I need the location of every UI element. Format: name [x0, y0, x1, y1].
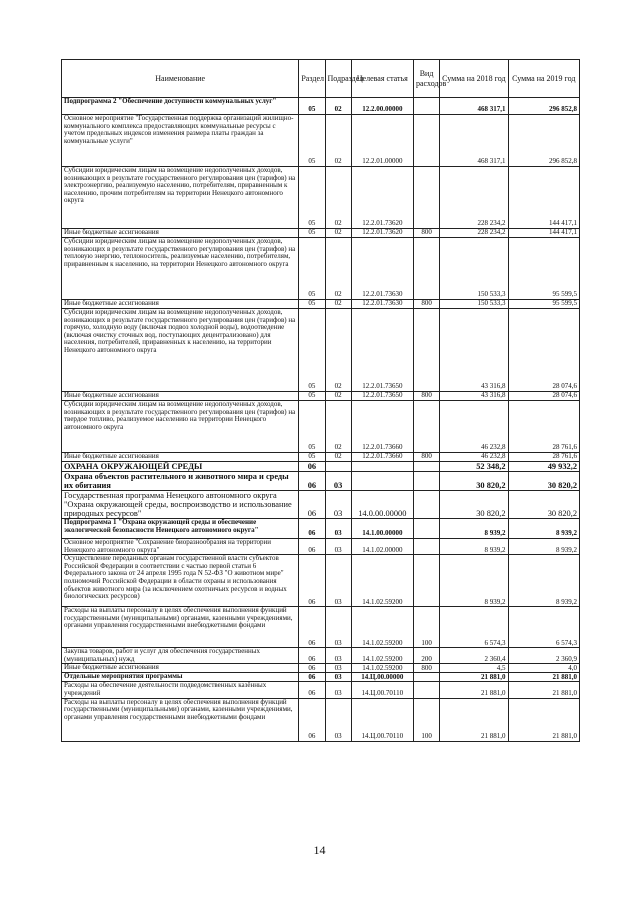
table-row	[62, 462, 580, 472]
row-sum-2019: 21 881,0	[508, 698, 579, 741]
row-sum-2018: 21 881,0	[440, 698, 508, 741]
table-row	[62, 607, 580, 648]
row-target-article	[351, 462, 413, 472]
row-podrazdel: 03	[325, 648, 351, 664]
row-podrazdel: 02	[325, 229, 351, 238]
row-expense-type	[414, 491, 440, 519]
row-razdel: 06	[299, 664, 325, 673]
row-name: Иные бюджетные ассигнования	[62, 453, 299, 462]
row-name: Расходы на выплаты персоналу в целях обеспечения выполнения функций государственными (муниципальными) органами, казенными учреждениями, органами управления государственными внебюджетными фондами	[62, 698, 299, 741]
table-row	[62, 238, 580, 300]
row-expense-type	[414, 555, 440, 607]
row-sum-2019: 30 820,2	[508, 472, 579, 491]
header-podrazdel: Подраздел	[325, 60, 351, 98]
row-expense-type	[414, 401, 440, 453]
row-razdel: 05	[299, 392, 325, 401]
row-target-article	[351, 472, 413, 491]
row-expense-type	[414, 167, 440, 229]
header-sum-2019: Сумма на 2019 год	[508, 60, 579, 98]
budget-table	[61, 59, 580, 742]
header-sum-2018: Сумма на 2018 год	[440, 60, 508, 98]
row-expense-type	[414, 462, 440, 472]
row-sum-2019: 296 852,8	[508, 98, 579, 115]
row-sum-2019: 8 939,2	[508, 519, 579, 539]
row-name: Расходы на выплаты персоналу в целях обеспечения выполнения функций государственными (муниципальными) органами, казенными учреждениями, органами управления государственными внебюджетными фондами	[62, 607, 299, 648]
row-razdel: 05	[299, 309, 325, 392]
row-podrazdel: 03	[325, 607, 351, 648]
table-row	[62, 472, 580, 491]
row-razdel: 05	[299, 167, 325, 229]
row-sum-2018: 52 348,2	[440, 462, 508, 472]
row-target-article: 14.1.02.59200	[351, 648, 413, 664]
row-expense-type	[414, 309, 440, 392]
row-sum-2018: 228 234,2	[440, 167, 508, 229]
row-razdel: 06	[299, 555, 325, 607]
row-target-article: 14.1.02.00000	[351, 539, 413, 555]
row-sum-2019: 4,0	[508, 664, 579, 673]
row-target-article: 12.2.01.73620	[351, 229, 413, 238]
row-podrazdel: 03	[325, 673, 351, 682]
row-razdel: 05	[299, 98, 325, 115]
row-target-article: 12.2.01.73620	[351, 167, 413, 229]
row-sum-2018: 21 881,0	[440, 682, 508, 698]
row-sum-2018: 43 316,8	[440, 309, 508, 392]
row-sum-2019: 28 761,6	[508, 453, 579, 462]
row-sum-2018: 8 939,2	[440, 519, 508, 539]
row-expense-type: 200	[414, 648, 440, 664]
row-sum-2019: 95 599,5	[508, 300, 579, 309]
row-sum-2018: 30 820,2	[440, 472, 508, 491]
row-podrazdel: 02	[325, 98, 351, 115]
row-target-article: 12.2.01.00000	[351, 115, 413, 167]
row-name: Осуществление переданных органам государственной власти субъектов Российской Федерации в соответствии с частью первой статьи 6 Федерального закона от 24 апреля 1995 года N 52-ФЗ "О животном мире" полномочий Российской Федерации в области охраны и использования объектов животного мира (за исключением охотничьих ресурсов и водных биологических ресурсов)	[62, 555, 299, 607]
row-razdel: 06	[299, 607, 325, 648]
row-podrazdel: 02	[325, 167, 351, 229]
row-razdel: 05	[299, 401, 325, 453]
row-razdel: 06	[299, 539, 325, 555]
row-podrazdel: 03	[325, 539, 351, 555]
row-podrazdel: 03	[325, 472, 351, 491]
row-sum-2019: 49 932,2	[508, 462, 579, 472]
row-name: Подпрограмма 1 "Охрана окружающей среды и обеспечение экологической безопасности Ненецкого автономного округа"	[62, 519, 299, 539]
row-podrazdel: 02	[325, 392, 351, 401]
table-row	[62, 115, 580, 167]
row-podrazdel: 02	[325, 115, 351, 167]
row-podrazdel: 03	[325, 698, 351, 741]
row-podrazdel: 03	[325, 519, 351, 539]
row-sum-2018: 2 360,4	[440, 648, 508, 664]
row-target-article: 12.2.01.73650	[351, 309, 413, 392]
table-row	[62, 401, 580, 453]
row-sum-2019: 28 074,6	[508, 392, 579, 401]
table-row	[62, 648, 580, 664]
row-podrazdel: 03	[325, 664, 351, 673]
row-razdel: 06	[299, 673, 325, 682]
row-sum-2019: 8 939,2	[508, 555, 579, 607]
row-razdel: 05	[299, 229, 325, 238]
row-name: Охрана объектов растительного и животного мира и среды их обитания	[62, 472, 299, 491]
row-sum-2018: 21 881,0	[440, 673, 508, 682]
row-podrazdel	[325, 462, 351, 472]
row-sum-2018: 30 820,2	[440, 491, 508, 519]
row-sum-2018: 150 533,3	[440, 300, 508, 309]
row-podrazdel: 02	[325, 238, 351, 300]
row-razdel: 06	[299, 648, 325, 664]
row-podrazdel: 03	[325, 682, 351, 698]
row-sum-2019: 296 852,8	[508, 115, 579, 167]
row-razdel: 06	[299, 462, 325, 472]
table-row	[62, 98, 580, 115]
row-sum-2019: 8 939,2	[508, 539, 579, 555]
row-name: Основное мероприятие "Государственная поддержка организаций жилищно-коммунального комплекса предоставляющих коммунальные ресурсы с учетом предельных индексов изменения размера платы граждан за коммунальные услуги"	[62, 115, 299, 167]
row-razdel: 06	[299, 472, 325, 491]
row-target-article: 14.1.02.59200	[351, 607, 413, 648]
row-sum-2018: 6 574,3	[440, 607, 508, 648]
table-row	[62, 698, 580, 741]
header-razdel: Раздел	[299, 60, 325, 98]
row-expense-type	[414, 115, 440, 167]
row-target-article: 14.0.00.00000	[351, 491, 413, 519]
row-name: Иные бюджетные ассигнования	[62, 392, 299, 401]
row-sum-2018: 46 232,8	[440, 453, 508, 462]
row-expense-type: 800	[414, 229, 440, 238]
row-target-article: 14.1.02.59200	[351, 664, 413, 673]
table-row	[62, 491, 580, 519]
table-row	[62, 555, 580, 607]
row-sum-2019: 95 599,5	[508, 238, 579, 300]
table-row	[62, 453, 580, 462]
row-sum-2018: 43 316,8	[440, 392, 508, 401]
row-name: Иные бюджетные ассигнования	[62, 229, 299, 238]
row-name: Субсидии юридическим лицам на возмещение недополученных доходов, возникающих в результате государственного регулирования цен (тарифов) на тепловую энергию, теплоноситель, реализуемые населению, потребителям, приравненным к населению, на территории Ненецкого автономного округа	[62, 238, 299, 300]
row-razdel: 05	[299, 238, 325, 300]
row-sum-2019: 144 417,1	[508, 167, 579, 229]
row-expense-type	[414, 682, 440, 698]
row-target-article: 14.Ц.00.70110	[351, 698, 413, 741]
table-header-row	[62, 60, 580, 98]
row-expense-type	[414, 519, 440, 539]
row-podrazdel: 02	[325, 309, 351, 392]
row-target-article: 12.2.01.73660	[351, 401, 413, 453]
row-name: Основное мероприятие "Сохранение биоразнообразия на территории Ненецкого автономного округа"	[62, 539, 299, 555]
row-sum-2018: 4,5	[440, 664, 508, 673]
row-expense-type	[414, 539, 440, 555]
row-expense-type: 100	[414, 607, 440, 648]
row-expense-type: 800	[414, 392, 440, 401]
row-razdel: 06	[299, 491, 325, 519]
table-row	[62, 539, 580, 555]
row-name: Расходы на обеспечение деятельности подведомственных казённых учреждений	[62, 682, 299, 698]
row-sum-2019: 21 881,0	[508, 673, 579, 682]
row-sum-2018: 8 939,2	[440, 555, 508, 607]
page-number: 14	[313, 843, 326, 857]
row-razdel: 06	[299, 519, 325, 539]
row-expense-type: 800	[414, 453, 440, 462]
row-name: Государственная программа Ненецкого автономного округа "Охрана окружающей среды, воспроизводство и использование природных ресурсов"	[62, 491, 299, 519]
row-sum-2019: 144 417,1	[508, 229, 579, 238]
header-name: Наименование	[62, 60, 299, 98]
row-target-article: 12.2.00.00000	[351, 98, 413, 115]
row-expense-type	[414, 98, 440, 115]
row-razdel: 05	[299, 300, 325, 309]
row-sum-2019: 28 761,6	[508, 401, 579, 453]
row-target-article: 14.Ц.00.70110	[351, 682, 413, 698]
row-name: Иные бюджетные ассигнования	[62, 664, 299, 673]
row-expense-type	[414, 238, 440, 300]
row-sum-2018: 8 939,2	[440, 539, 508, 555]
header-expense-type: Вид расходов	[414, 60, 440, 98]
row-podrazdel: 02	[325, 453, 351, 462]
table-row	[62, 309, 580, 392]
row-sum-2018: 46 232,8	[440, 401, 508, 453]
row-expense-type	[414, 472, 440, 491]
row-expense-type: 800	[414, 664, 440, 673]
row-name: Подпрограмма 2 "Обеспечение доступности коммунальных услуг"	[62, 98, 299, 115]
row-podrazdel: 03	[325, 555, 351, 607]
row-podrazdel: 02	[325, 401, 351, 453]
row-name: Субсидии юридическим лицам на возмещение недополученных доходов, возникающих в результате государственного регулирования цен (тарифов) на твердое топливо, реализуемое населению на территории Ненецкого автономного округа	[62, 401, 299, 453]
row-podrazdel: 03	[325, 491, 351, 519]
row-name: Отдельные мероприятия программы	[62, 673, 299, 682]
row-razdel: 06	[299, 698, 325, 741]
row-target-article: 12.2.01.73630	[351, 300, 413, 309]
table-row	[62, 682, 580, 698]
row-name: Иные бюджетные ассигнования	[62, 300, 299, 309]
row-name: ОХРАНА ОКРУЖАЮЩЕЙ СРЕДЫ	[62, 462, 299, 472]
row-razdel: 06	[299, 682, 325, 698]
row-expense-type	[414, 673, 440, 682]
row-name: Закупка товаров, работ и услуг для обеспечения государственных (муниципальных) нужд	[62, 648, 299, 664]
budget-table-container	[61, 59, 580, 742]
table-row	[62, 167, 580, 229]
row-target-article: 14.1.00.00000	[351, 519, 413, 539]
row-sum-2018: 468 317,1	[440, 115, 508, 167]
row-target-article: 12.2.01.73630	[351, 238, 413, 300]
row-sum-2018: 468 317,1	[440, 98, 508, 115]
row-target-article: 12.2.01.73650	[351, 392, 413, 401]
row-sum-2019: 30 820,2	[508, 491, 579, 519]
row-expense-type: 100	[414, 698, 440, 741]
header-target-article: Целевая статья	[351, 60, 413, 98]
row-sum-2018: 150 533,3	[440, 238, 508, 300]
row-razdel: 05	[299, 453, 325, 462]
row-sum-2018: 228 234,2	[440, 229, 508, 238]
row-podrazdel: 02	[325, 300, 351, 309]
row-sum-2019: 6 574,3	[508, 607, 579, 648]
row-razdel: 05	[299, 115, 325, 167]
table-body	[62, 98, 580, 742]
row-target-article: 14.Ц.00.00000	[351, 673, 413, 682]
row-expense-type: 800	[414, 300, 440, 309]
table-row	[62, 519, 580, 539]
row-sum-2019: 2 360,9	[508, 648, 579, 664]
row-target-article: 12.2.01.73660	[351, 453, 413, 462]
row-name: Субсидии юридическим лицам на возмещение недополученных доходов, возникающих в результате государственного регулирования цен (тарифов) на электроэнергию, реализуемую населению, потребителям, приравненным к населению, прочим потребителям на территории Ненецкого автономного округа	[62, 167, 299, 229]
row-target-article: 14.1.02.59200	[351, 555, 413, 607]
row-name: Субсидии юридическим лицам на возмещение недополученных доходов, возникающих в результате государственного регулирования цен (тарифов) на горячую, холодную воду (включая подвоз холодной воды), водоотведение (включая очистку сточных вод, поступающих децентрализовано) для населения, потребителей, приравненных к населению, на территории Ненецкого автономного округа	[62, 309, 299, 392]
row-sum-2019: 28 074,6	[508, 309, 579, 392]
row-sum-2019: 21 881,0	[508, 682, 579, 698]
